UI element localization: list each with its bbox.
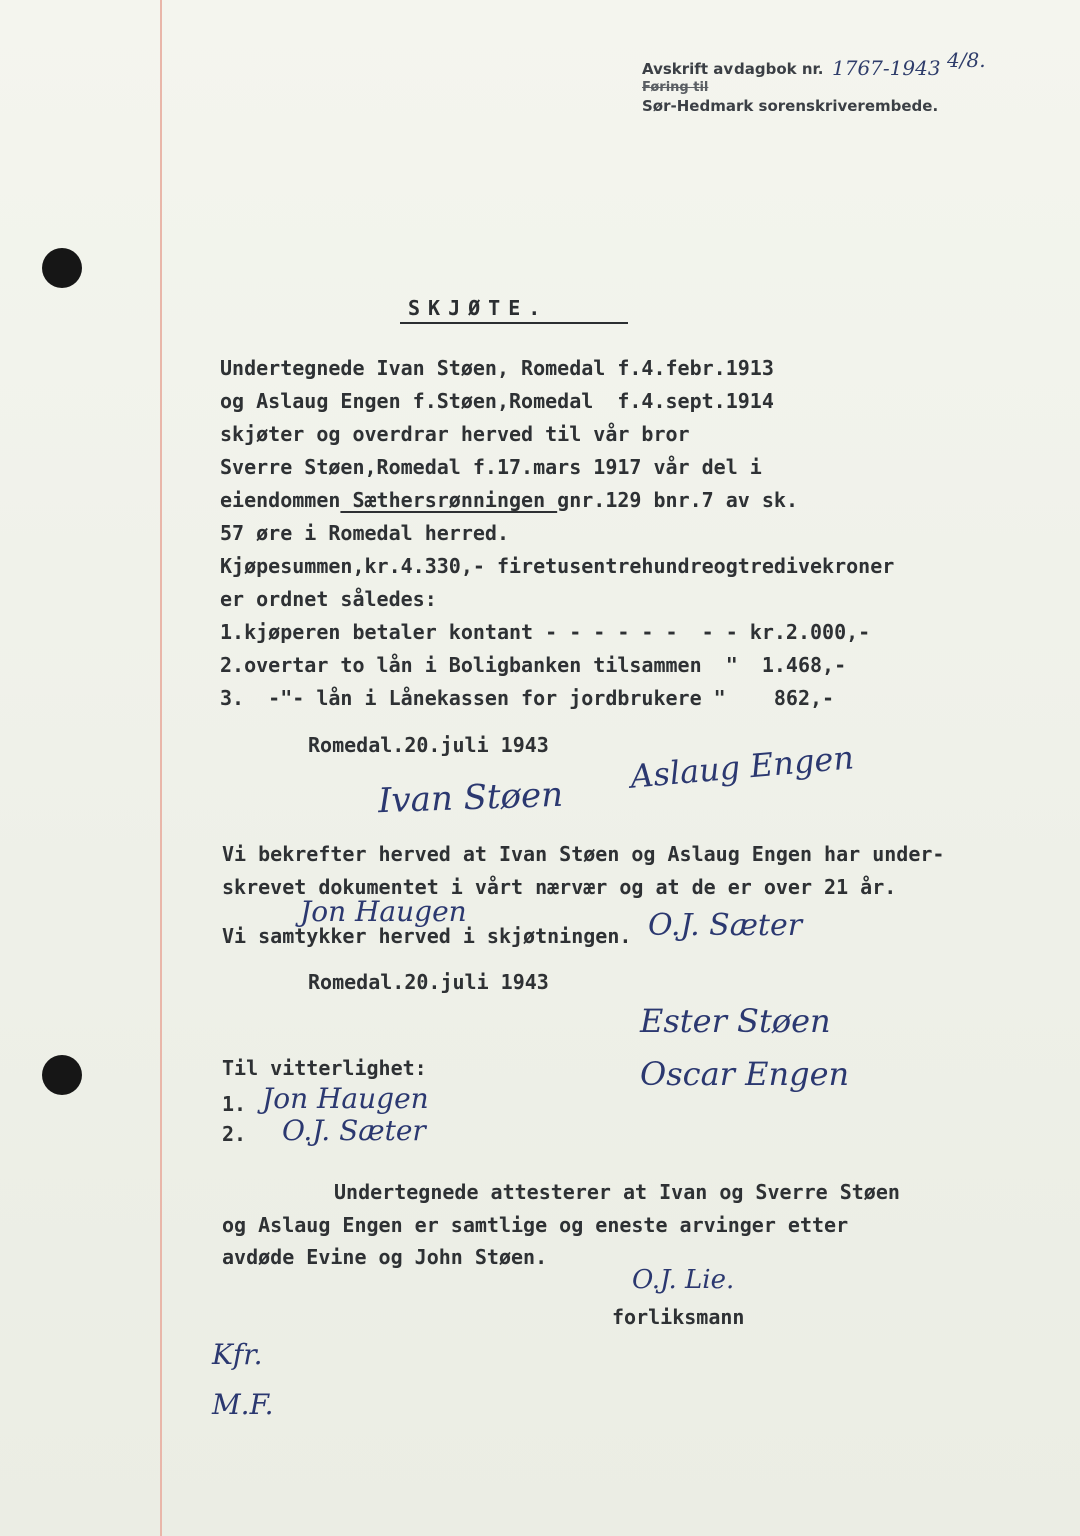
deed-line: skjøter og overdrar herved til vår bror (220, 422, 690, 446)
deed-line: eiendommen Sæthersrønningen gnr.129 bnr.7 av sk. (220, 488, 798, 512)
signature-oj-sater: O.J. Sæter (648, 908, 803, 943)
signature-oscar-engen: Oscar Engen (640, 1055, 850, 1093)
witness-number: 1. (222, 1092, 247, 1116)
attestation-line: avdøde Evine og John Støen. (222, 1245, 548, 1269)
payment-line: 2.overtar to lån i Boligbanken tilsammen " 1.468,- (220, 653, 847, 677)
margin-note: Kfr. (212, 1338, 263, 1371)
stamp-handwritten-date: 4/8. (947, 48, 986, 72)
place-date: Romedal.20.juli 1943 (308, 970, 549, 994)
registry-stamp (642, 48, 986, 115)
payment-line: 3. -"- lån i Lånekassen for jordbrukere " 862,- (220, 686, 835, 710)
property-name: Sæthersrønningen (340, 488, 558, 512)
witness-heading: Til vitterlighet: (222, 1056, 427, 1080)
signature-aslaug-engen: Aslaug Engen (628, 738, 856, 796)
confirmation-line: skrevet dokumentet i vårt nærvær og at de er over 21 år. (222, 875, 897, 899)
margin-note: M.F. (212, 1388, 274, 1421)
confirmation-line: Vi bekrefter herved at Ivan Støen og Aslaug Engen har under- (222, 842, 945, 866)
stamp-dagbok: dagbok nr. (734, 60, 824, 78)
signature-lie: O.J. Lie. (632, 1265, 735, 1295)
attestation-line: og Aslaug Engen er samtlige og eneste arvinger etter (222, 1213, 849, 1237)
stamp-avskrift: Avskrift av (642, 60, 734, 78)
consent-line: Vi samtykker herved i skjøtningen. (222, 924, 632, 948)
witness-number: 2. (222, 1122, 247, 1146)
deed-line: er ordnet således: (220, 587, 437, 611)
payment-line: 1.kjøperen betaler kontant - - - - - - - - kr.2.000,- (220, 620, 871, 644)
title-underline (400, 322, 628, 324)
stamp-struck-line: Føring til (642, 80, 709, 95)
place-date: Romedal.20.juli 1943 (308, 733, 549, 757)
deed-line: 57 øre i Romedal herred. (220, 521, 509, 545)
document-title: SKJØTE. (408, 296, 549, 320)
punch-hole (42, 248, 82, 288)
deed-line: Kjøpesummen,kr.4.330,- firetusentrehundreogtredivekroner (220, 554, 895, 578)
witness-signature-jon-haugen: Jon Haugen (262, 1082, 429, 1115)
forliksmann-title: forliksmann (612, 1305, 745, 1329)
stamp-office: Sør-Hedmark sorenskriverembede. (642, 97, 939, 115)
signature-jon-haugen: Jon Haugen (300, 895, 467, 928)
punch-hole (42, 1055, 82, 1095)
deed-line: Sverre Støen,Romedal f.17.mars 1917 vår del i (220, 455, 762, 479)
stamp-dagbok-number: 1767-1943 (832, 56, 941, 80)
deed-body (220, 352, 980, 715)
deed-line: og Aslaug Engen f.Støen,Romedal f.4.sept.1914 (220, 389, 774, 413)
signature-ester-stoen: Ester Støen (640, 1002, 831, 1040)
signature-ivan-stoen: Ivan Støen (377, 774, 564, 822)
witness-signature-oj-sater: O.J. Sæter (282, 1114, 426, 1147)
red-margin-line (160, 0, 162, 1536)
deed-line: Undertegnede Ivan Støen, Romedal f.4.febr.1913 (220, 356, 774, 380)
attestation-line: Undertegnede attesterer at Ivan og Sverre Støen (334, 1180, 900, 1204)
